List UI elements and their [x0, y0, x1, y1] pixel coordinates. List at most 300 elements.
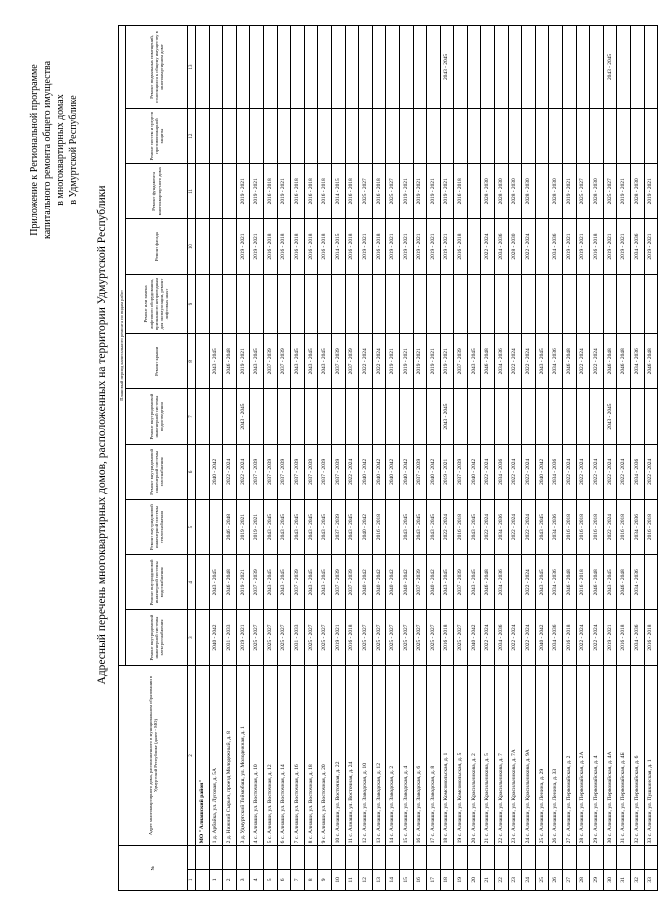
period-cell [223, 219, 237, 274]
table-row [522, 26, 536, 891]
column-number-row [188, 26, 196, 891]
period-cell: 2028 - 2030 [481, 164, 495, 219]
period-cell: 2037 - 2039 [454, 555, 468, 610]
period-cell: 2034 - 2036 [631, 555, 645, 610]
header-line-1: Приложение к Региональной программе [29, 64, 40, 236]
period-cell [209, 108, 223, 163]
table-row [535, 26, 549, 891]
period-cell [331, 274, 345, 334]
period-cell: 2016 - 2018 [576, 499, 590, 554]
address-cell: 9 с. Алнаши, ул. Восточная, д. 20 [318, 665, 332, 846]
period-cell [467, 26, 481, 109]
table-row [508, 26, 522, 891]
period-cell: 2016 - 2018 [304, 219, 318, 274]
period-cell [223, 26, 237, 109]
period-cell [549, 389, 563, 444]
column-number: 11 [188, 164, 196, 219]
period-cell [631, 274, 645, 334]
period-cell: 2016 - 2018 [277, 219, 291, 274]
period-cell [331, 26, 345, 109]
period-cell: 2046 - 2048 [617, 334, 631, 389]
period-cell: 2019 - 2021 [399, 164, 413, 219]
appendix-header [28, 15, 80, 285]
period-cell: 2014 - 2015 [331, 164, 345, 219]
table-row [386, 26, 400, 891]
table-row [603, 26, 617, 891]
address-cell: 31 с. Алнаши, ул. Первомайская, д. 4Б [617, 665, 631, 846]
period-cell: 2016 - 2018 [440, 610, 454, 665]
period-cell [427, 274, 441, 334]
period-cell [359, 389, 373, 444]
period-cell: 2016 - 2018 [345, 219, 359, 274]
period-cell [508, 274, 522, 334]
period-cell: 2022 - 2024 [576, 334, 590, 389]
col-header-num: № [119, 846, 188, 891]
period-cell: 2022 - 2024 [590, 610, 604, 665]
address-cell: 29 с. Алнаши, ул. Первомайская, д. 4 [590, 665, 604, 846]
period-cell [563, 26, 577, 109]
table-row [359, 26, 373, 891]
period-cell: 2022 - 2024 [576, 610, 590, 665]
period-cell: 2040 - 2042 [359, 499, 373, 554]
table-row [440, 26, 454, 891]
period-cell: 2016 - 2018 [563, 499, 577, 554]
period-cell: 2037 - 2039 [277, 334, 291, 389]
period-cell [304, 26, 318, 109]
period-cell [617, 389, 631, 444]
row-number: 17 [427, 869, 441, 890]
period-cell [576, 108, 590, 163]
col-header-work-10: Ремонт систем и средств противопожарной защиты [126, 108, 188, 163]
row-number: 4 [250, 869, 264, 890]
period-cell: 2046 - 2048 [563, 555, 577, 610]
period-cell: 2019 - 2021 [236, 610, 250, 665]
table-row [481, 26, 495, 891]
row-number: 27 [563, 869, 577, 890]
period-cell: 2016 - 2018 [617, 610, 631, 665]
col-header-work-8: Ремонт фасада [126, 219, 188, 274]
row-subnumber [590, 846, 604, 869]
table-row [277, 26, 291, 891]
period-cell: 2037 - 2039 [250, 444, 264, 499]
period-cell [467, 164, 481, 219]
period-cell [372, 274, 386, 334]
document-title: Адресный перечень многоквартирных домов, расположенных на территории Удмуртской Республики [96, 185, 108, 685]
period-cell: 2043 - 2045 [603, 555, 617, 610]
table-row [331, 26, 345, 891]
period-cell [372, 108, 386, 163]
period-cell: 2040 - 2042 [399, 555, 413, 610]
table-row [631, 26, 645, 891]
period-cell: 2046 - 2048 [590, 555, 604, 610]
period-cell [427, 26, 441, 109]
column-number: 2 [188, 665, 196, 846]
period-cell: 2025 - 2027 [359, 164, 373, 219]
address-cell: 11 с. Алнаши, ул. Восточная, д. 24 [345, 665, 359, 846]
period-cell: 2034 - 2036 [549, 334, 563, 389]
period-cell [603, 108, 617, 163]
period-cell [236, 274, 250, 334]
period-cell [413, 108, 427, 163]
period-cell: 2046 - 2048 [223, 334, 237, 389]
row-subnumber [413, 846, 427, 869]
period-cell: 2022 - 2024 [236, 444, 250, 499]
row-subnumber [331, 846, 345, 869]
period-cell: 2014 - 2015 [331, 219, 345, 274]
address-cell: 2 д. Нижний Сырьез, проезд Молодежный, д. 8 [223, 665, 237, 846]
address-cell: 26 с. Алнаши, ул. Ленина, д. 33 [549, 665, 563, 846]
row-number: 14 [386, 869, 400, 890]
row-subnumber [277, 846, 291, 869]
period-cell [223, 274, 237, 334]
period-cell: 2043 - 2045 [304, 334, 318, 389]
period-cell: 2019 - 2021 [563, 219, 577, 274]
period-cell: 2043 - 2045 [467, 555, 481, 610]
period-cell: 2034 - 2036 [631, 444, 645, 499]
period-cell [304, 108, 318, 163]
period-cell: 2043 - 2045 [413, 499, 427, 554]
period-cell [495, 389, 509, 444]
period-cell: 2016 - 2018 [454, 164, 468, 219]
period-cell: 2037 - 2039 [263, 334, 277, 389]
row-subnumber [495, 846, 509, 869]
col-header-work-11: Ремонт подвальных помещений, относящихся к общему имуществу в многоквартирном доме [126, 26, 188, 109]
period-cell [318, 26, 332, 109]
period-cell [372, 389, 386, 444]
period-cell: 2022 - 2024 [590, 334, 604, 389]
period-cell: 2016 - 2018 [372, 164, 386, 219]
row-number: 12 [359, 869, 373, 890]
period-cell [644, 26, 658, 109]
period-cell: 2022 - 2024 [481, 499, 495, 554]
period-cell: 2043 - 2045 [304, 555, 318, 610]
period-cell: 2025 - 2027 [263, 610, 277, 665]
period-cell [508, 26, 522, 109]
period-cell [549, 108, 563, 163]
period-cell [277, 274, 291, 334]
period-cell: 2034 - 2036 [549, 555, 563, 610]
address-cell: 16 с. Алнаши, ул. Заводская, д. 6 [413, 665, 427, 846]
table-row [563, 26, 577, 891]
row-number: 11 [345, 869, 359, 890]
period-cell [291, 108, 305, 163]
row-number: 6 [277, 869, 291, 890]
period-cell: 2019 - 2021 [427, 164, 441, 219]
period-cell [331, 389, 345, 444]
row-subnumber [427, 846, 441, 869]
period-cell: 2043 - 2045 [263, 499, 277, 554]
period-cell [236, 108, 250, 163]
period-cell: 2037 - 2039 [331, 444, 345, 499]
period-cell: 2043 - 2045 [250, 334, 264, 389]
period-cell [372, 26, 386, 109]
row-number: 29 [590, 869, 604, 890]
period-cell [318, 274, 332, 334]
period-cell [617, 108, 631, 163]
period-cell: 2025 - 2027 [427, 610, 441, 665]
period-cell: 2025 - 2027 [386, 164, 400, 219]
period-cell: 2025 - 2027 [318, 610, 332, 665]
period-cell: 2040 - 2042 [359, 444, 373, 499]
row-number: 26 [549, 869, 563, 890]
period-cell: 2019 - 2021 [440, 334, 454, 389]
period-cell: 2043 - 2045 [535, 499, 549, 554]
period-cell: 2022 - 2024 [644, 444, 658, 499]
period-cell: 2019 - 2021 [236, 499, 250, 554]
period-cell: 2019 - 2021 [603, 610, 617, 665]
period-cell [467, 274, 481, 334]
period-cell: 2022 - 2024 [617, 444, 631, 499]
period-cell [535, 219, 549, 274]
period-cell: 2019 - 2021 [399, 334, 413, 389]
period-cell: 2019 - 2021 [386, 219, 400, 274]
period-cell: 2022 - 2024 [522, 499, 536, 554]
period-cell: 2031 - 2033 [223, 610, 237, 665]
period-cell: 2019 - 2021 [427, 219, 441, 274]
table-row [250, 26, 264, 891]
period-cell [590, 274, 604, 334]
row-number: 7 [291, 869, 305, 890]
period-cell [209, 499, 223, 554]
period-cell [209, 389, 223, 444]
period-cell: 2043 - 2045 [209, 334, 223, 389]
period-cell: 2040 - 2042 [427, 555, 441, 610]
period-cell [617, 274, 631, 334]
period-cell [440, 108, 454, 163]
address-cell: 7 с. Алнаши, ул. Восточная, д. 16 [291, 665, 305, 846]
period-cell: 2022 - 2024 [508, 334, 522, 389]
address-cell: 3 д. Удмуртский Тоймобаш, ул. Молодежная, д. 1 [236, 665, 250, 846]
column-number [188, 846, 196, 869]
period-cell [508, 555, 522, 610]
address-cell: 18 с. Алнаши, ул. Комсомольская, д. 1 [440, 665, 454, 846]
row-number: 19 [454, 869, 468, 890]
column-number: 13 [188, 26, 196, 109]
period-cell: 2043 - 2045 [318, 499, 332, 554]
period-cell: 2019 - 2021 [236, 334, 250, 389]
period-cell [576, 274, 590, 334]
row-subnumber [209, 846, 223, 869]
period-cell [495, 274, 509, 334]
row-number: 24 [522, 869, 536, 890]
period-cell [454, 274, 468, 334]
period-cell: 2016 - 2018 [318, 219, 332, 274]
col-header-work-3: Ремонт внутридомовой инженерной системы теплоснабжения [126, 499, 188, 554]
period-cell [291, 389, 305, 444]
row-subnumber [644, 846, 658, 869]
column-number: 3 [188, 610, 196, 665]
address-cell: 28 с. Алнаши, ул. Первомайская, д. 2А [576, 665, 590, 846]
address-cell: 23 с. Алнаши, ул. Красильникова, д. 7А [508, 665, 522, 846]
row-subnumber [440, 846, 454, 869]
header-line-2: капитального ремонта общего имущества [42, 60, 53, 240]
period-cell [522, 26, 536, 109]
period-cell: 2016 - 2018 [318, 164, 332, 219]
period-cell [318, 389, 332, 444]
address-cell: 32 с. Алнаши, ул. Первомайская, д. 6 [631, 665, 645, 846]
address-cell: 33 с. Алнаши, ул. Пушкинская, д. 1 [644, 665, 658, 846]
period-cell: 2031 - 2033 [291, 610, 305, 665]
period-cell [359, 108, 373, 163]
period-cell: 2037 - 2039 [304, 444, 318, 499]
period-cell: 2043 - 2045 [304, 499, 318, 554]
period-cell [223, 164, 237, 219]
period-cell: 2022 - 2024 [603, 444, 617, 499]
column-number: 1 [188, 869, 196, 890]
row-number: 13 [372, 869, 386, 890]
address-cell: 19 с. Алнаши, ул. Комсомольская, д. 5 [454, 665, 468, 846]
period-cell [467, 108, 481, 163]
period-cell: 2019 - 2021 [236, 164, 250, 219]
period-cell: 2016 - 2018 [291, 164, 305, 219]
period-cell: 2016 - 2018 [291, 219, 305, 274]
period-cell [535, 26, 549, 109]
period-cell [508, 389, 522, 444]
period-cell [454, 389, 468, 444]
table-row [495, 26, 509, 891]
period-cell: 2019 - 2021 [413, 219, 427, 274]
header-line-4: в Удмуртской Республике [68, 95, 79, 205]
period-cell: 2043 - 2045 [427, 499, 441, 554]
period-cell: 2043 - 2045 [277, 555, 291, 610]
period-cell [495, 26, 509, 109]
period-cell [535, 108, 549, 163]
table-row [549, 26, 563, 891]
period-cell [413, 274, 427, 334]
period-cell: 2043 - 2045 [440, 555, 454, 610]
row-subnumber [223, 846, 237, 869]
col-header-work-7: Ремонт или замена лифтового оборудования, признанного непригодным для эксплуатации, ремонт лифтовых шахт [126, 274, 188, 334]
period-cell: 2043 - 2045 [345, 499, 359, 554]
period-cell: 2016 - 2018 [372, 499, 386, 554]
period-cell [413, 389, 427, 444]
period-cell [590, 26, 604, 109]
row-subnumber [631, 846, 645, 869]
table-row [236, 26, 250, 891]
row-number: 16 [413, 869, 427, 890]
row-subnumber [236, 846, 250, 869]
period-cell: 2025 - 2027 [359, 610, 373, 665]
period-cell: 2025 - 2027 [304, 610, 318, 665]
row-number: 21 [481, 869, 495, 890]
period-cell: 2043 - 2045 [318, 334, 332, 389]
period-cell: 2016 - 2018 [644, 610, 658, 665]
period-cell [617, 26, 631, 109]
row-number: 1 [209, 869, 223, 890]
period-cell [467, 219, 481, 274]
address-cell: 21 с. Алнаши, ул. Красильникова, д. 5 [481, 665, 495, 846]
period-cell: 2022 - 2024 [522, 555, 536, 610]
table-row [644, 26, 658, 891]
period-cell: 2040 - 2042 [386, 444, 400, 499]
period-cell [644, 108, 658, 163]
period-cell: 2019 - 2021 [576, 219, 590, 274]
period-cell: 2016 - 2018 [563, 610, 577, 665]
address-cell: 12 с. Алнаши, ул. Заводская, д. 10 [359, 665, 373, 846]
address-cell: 20 с. Алнаши, ул. Красильникова, д. 2 [467, 665, 481, 846]
period-cell: 2019 - 2021 [440, 164, 454, 219]
address-cell: 14 с. Алнаши, ул. Заводская, д. 2 [386, 665, 400, 846]
row-subnumber [603, 846, 617, 869]
period-cell [467, 389, 481, 444]
period-cell: 2022 - 2024 [522, 610, 536, 665]
period-cell: 2028 - 2030 [508, 164, 522, 219]
column-number: 4 [188, 555, 196, 610]
period-cell: 2043 - 2045 [440, 26, 454, 109]
period-cell [399, 274, 413, 334]
period-cell: 2022 - 2024 [372, 334, 386, 389]
period-cell [522, 389, 536, 444]
period-cell: 2019 - 2021 [617, 219, 631, 274]
row-number: 18 [440, 869, 454, 890]
period-cell: 2034 - 2036 [495, 444, 509, 499]
period-cell [386, 26, 400, 109]
period-cell: 2034 - 2036 [549, 499, 563, 554]
period-cell [263, 389, 277, 444]
period-cell: 2043 - 2045 [236, 389, 250, 444]
period-cell [345, 389, 359, 444]
period-cell: 2022 - 2024 [508, 610, 522, 665]
period-cell [644, 274, 658, 334]
row-number: 8 [304, 869, 318, 890]
period-cell: 2019 - 2021 [563, 164, 577, 219]
period-cell: 2040 - 2042 [209, 444, 223, 499]
period-cell [549, 274, 563, 334]
period-cell: 2037 - 2039 [331, 499, 345, 554]
row-number: 28 [576, 869, 590, 890]
period-cell: 2016 - 2018 [304, 164, 318, 219]
address-cell: 1 д. Арбайка, ул. Луговая, д. 5А [209, 665, 223, 846]
table-row [304, 26, 318, 891]
period-cell: 2022 - 2024 [481, 444, 495, 499]
period-cell [413, 26, 427, 109]
period-cell: 2016 - 2018 [345, 164, 359, 219]
period-cell: 2019 - 2021 [617, 164, 631, 219]
period-cell [399, 108, 413, 163]
column-number: 5 [188, 499, 196, 554]
period-cell: 2046 - 2048 [223, 555, 237, 610]
period-cell: 2028 - 2030 [549, 164, 563, 219]
period-cell [631, 389, 645, 444]
period-cell [359, 274, 373, 334]
period-cell [263, 26, 277, 109]
period-cell [250, 108, 264, 163]
period-cell: 2040 - 2042 [467, 610, 481, 665]
address-cell: 6 с. Алнаши, ул. Восточная, д. 14 [277, 665, 291, 846]
column-number: 7 [188, 389, 196, 444]
address-cell: 27 с. Алнаши, ул. Первомайская, д. 2 [563, 665, 577, 846]
row-subnumber [318, 846, 332, 869]
period-cell: 2034 - 2036 [495, 499, 509, 554]
period-cell: 2037 - 2039 [250, 555, 264, 610]
period-cell: 2022 - 2024 [508, 499, 522, 554]
period-cell: 2037 - 2039 [331, 555, 345, 610]
col-header-work-5: Ремонт внутридомовой инженерной системы водоотведения [126, 389, 188, 444]
period-cell: 2022 - 2024 [359, 334, 373, 389]
period-cell [345, 274, 359, 334]
period-cell: 2019 - 2021 [359, 219, 373, 274]
row-number: 3 [236, 869, 250, 890]
period-cell: 2037 - 2039 [263, 444, 277, 499]
period-cell: 2043 - 2045 [467, 499, 481, 554]
period-cell: 2019 - 2021 [250, 164, 264, 219]
period-cell [277, 26, 291, 109]
period-cell: 2022 - 2024 [563, 444, 577, 499]
period-cell: 2022 - 2024 [345, 444, 359, 499]
period-cell: 2025 - 2027 [399, 610, 413, 665]
column-number: 12 [188, 108, 196, 163]
period-cell: 2025 - 2027 [250, 610, 264, 665]
